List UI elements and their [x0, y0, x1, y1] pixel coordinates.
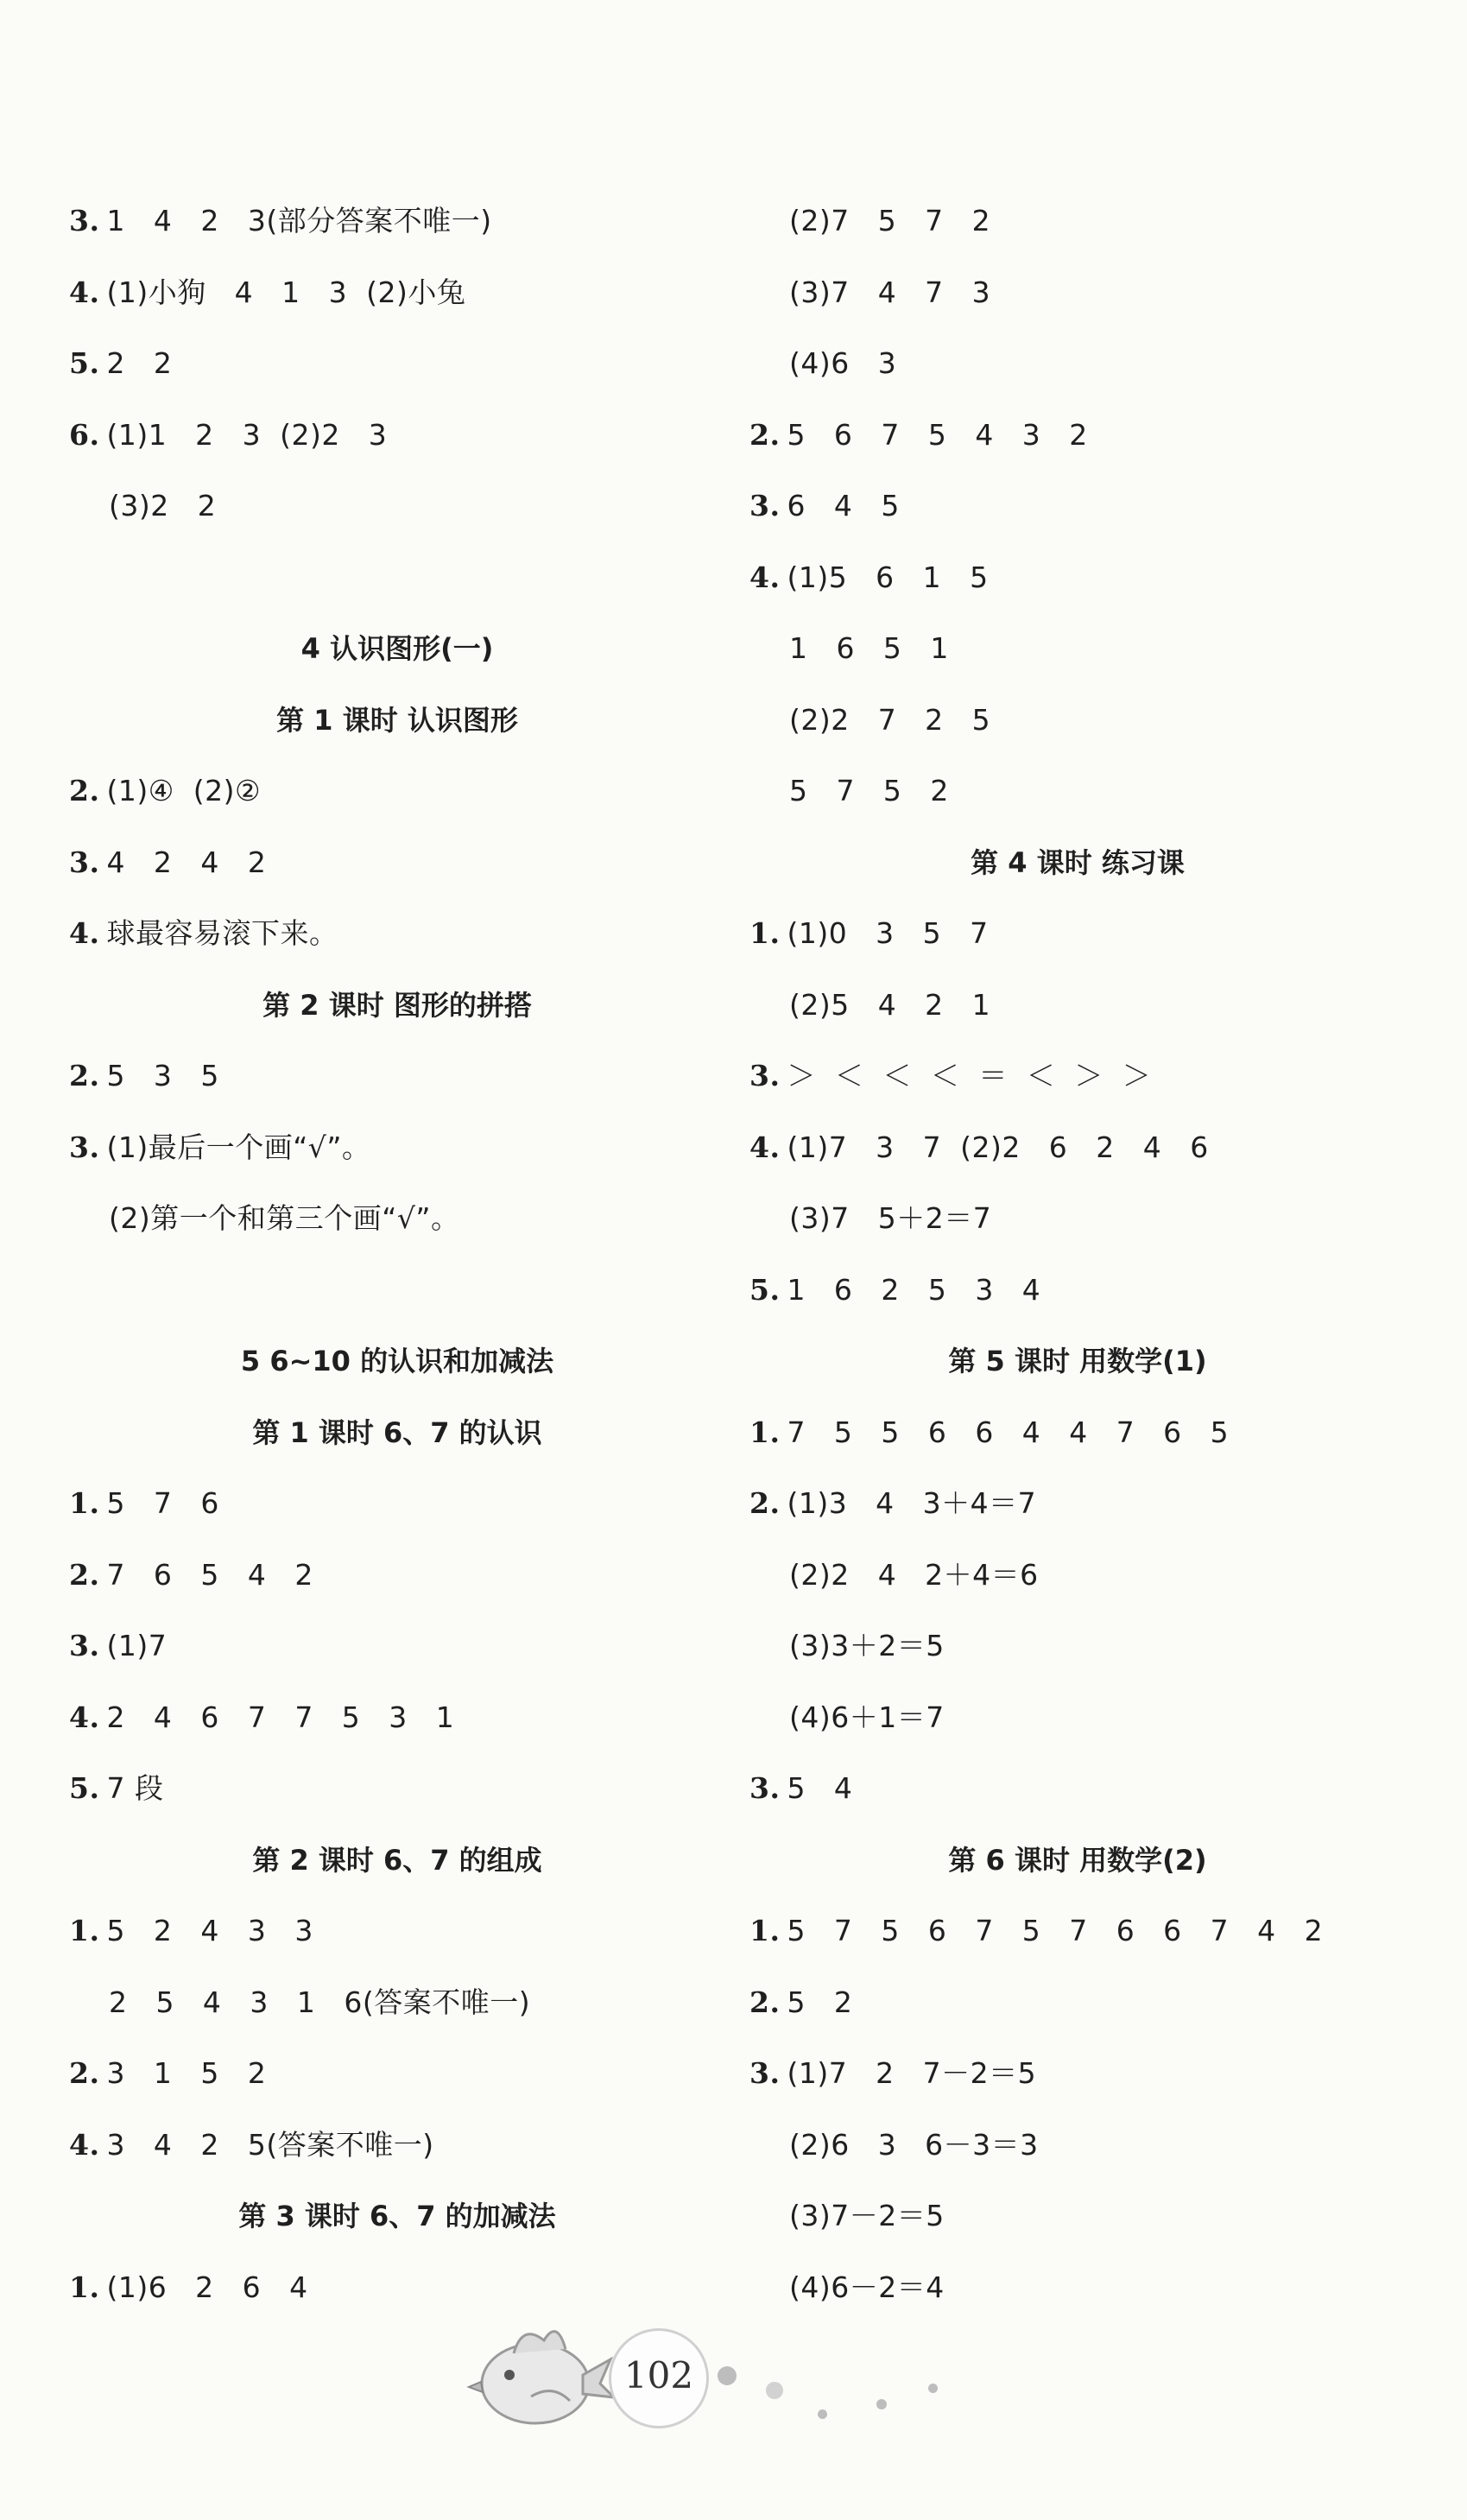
item-number: 2. — [69, 1059, 100, 1092]
answer-item — [69, 2252, 725, 2324]
item-answer: 2 4 6 7 7 5 3 1 — [106, 1700, 455, 1734]
page-number: 102 — [609, 2328, 709, 2428]
item-answer: (1)1 2 3 (2)2 3 — [106, 417, 388, 452]
answer-item — [749, 1041, 1406, 1112]
section-spacer — [69, 542, 725, 614]
answer-continuation: 1 6 5 1 — [789, 631, 949, 665]
item-answer: (1)最后一个画“√”。 — [106, 1130, 371, 1164]
answer-item — [69, 1112, 725, 1184]
item-number: 2. — [749, 417, 781, 452]
item-answer: 5 2 4 3 3 — [106, 1914, 313, 1947]
item-answer: 2 2 — [106, 346, 173, 380]
answer-item — [69, 1540, 725, 1611]
answer-item — [749, 1896, 1406, 1967]
section-heading: 第 2 课时 6、7 的组成 — [252, 1843, 542, 1877]
answer-item — [749, 1753, 1406, 1825]
section-heading: 第 1 课时 认识图形 — [276, 703, 518, 737]
item-answer: (1)0 3 5 7 — [787, 916, 989, 950]
answer-item — [749, 1468, 1406, 1540]
section-heading: 5 6~10 的认识和加减法 — [240, 1345, 554, 1377]
item-answer: 1 6 2 5 3 4 — [787, 1272, 1041, 1307]
answer-continuation: (3)7 5＋2＝7 — [789, 1201, 992, 1235]
item-answer: 5 6 7 5 4 3 2 — [787, 417, 1088, 452]
section-heading: 第 1 课时 6、7 的认识 — [252, 1415, 542, 1449]
answer-item — [749, 471, 1406, 542]
answer-item — [69, 400, 725, 472]
item-number: 6. — [69, 417, 100, 452]
answer-item — [69, 1468, 725, 1540]
answer-item — [69, 186, 725, 257]
item-number: 4. — [69, 916, 100, 950]
item-number: 3. — [69, 1629, 100, 1662]
item-answer: 3 4 2 5(答案不唯一) — [106, 2127, 434, 2162]
item-number: 3. — [749, 1059, 781, 1092]
answer-continuation: (4)6＋1＝7 — [789, 1700, 945, 1734]
answer-continuation: (2)7 5 7 2 — [789, 204, 991, 237]
item-answer: (1)7 3 7 (2)2 6 2 4 6 — [787, 1130, 1209, 1164]
item-answer: 1 4 2 3(部分答案不唯一) — [106, 204, 492, 237]
item-answer: 5 7 5 6 7 5 7 6 6 7 4 2 — [787, 1914, 1324, 1947]
item-number: 3. — [69, 845, 100, 879]
answer-item — [749, 2038, 1406, 2110]
item-number: 4. — [69, 2127, 100, 2162]
item-answer: 5 3 5 — [106, 1059, 219, 1092]
item-answer: 3 1 5 2 — [106, 2056, 267, 2090]
answer-item — [69, 827, 725, 899]
decorative-dot — [818, 2409, 827, 2419]
bird-icon — [462, 2314, 617, 2435]
item-number: 3. — [69, 204, 100, 237]
item-number: 2. — [69, 2056, 100, 2090]
item-number: 1. — [69, 1486, 100, 1520]
item-answer: (1)3 4 3＋4＝7 — [787, 1486, 1037, 1520]
answer-continuation: 2 5 4 3 1 6(答案不唯一) — [109, 1985, 531, 2019]
item-answer: ＞ ＜ ＜ ＜ ＝ ＜ ＞ ＞ — [787, 1059, 1152, 1092]
item-answer: (1)小狗 4 1 3 (2)小兔 — [106, 275, 466, 309]
left-column — [69, 186, 725, 2323]
item-number: 5. — [69, 346, 100, 380]
item-answer: (1)7 — [106, 1629, 168, 1662]
item-answer: 4 2 4 2 — [106, 845, 267, 879]
answer-item — [69, 1611, 725, 1682]
item-answer: 5 4 — [787, 1771, 853, 1805]
item-number: 4. — [749, 1130, 781, 1164]
answer-item — [69, 1753, 725, 1825]
item-answer: (1)6 2 6 4 — [106, 2270, 308, 2304]
answer-continuation: (2)5 4 2 1 — [789, 987, 991, 1022]
section-heading: 4 认识图形(一) — [300, 632, 494, 665]
item-number: 2. — [749, 1486, 781, 1520]
section-heading: 第 5 课时 用数学(1) — [948, 1345, 1207, 1377]
section-heading: 第 4 课时 练习课 — [971, 845, 1185, 879]
item-answer: (1)④ (2)② — [106, 774, 262, 807]
answer-item — [749, 1255, 1406, 1326]
item-number: 1. — [749, 1914, 781, 1947]
item-number: 1. — [749, 916, 781, 950]
item-answer: 5 2 — [787, 1985, 853, 2019]
answer-continuation: (2)6 3 6－3＝3 — [789, 2127, 1039, 2162]
answer-item — [69, 898, 725, 970]
answer-item — [69, 2110, 725, 2181]
answer-continuation: (4)6 3 — [789, 346, 897, 380]
answer-item — [69, 1682, 725, 1754]
item-number: 1. — [69, 1914, 100, 1947]
answer-item — [69, 756, 725, 827]
answer-continuation: (2)第一个和第三个画“√”。 — [109, 1201, 460, 1235]
item-number: 2. — [69, 1557, 100, 1592]
answer-item — [749, 1967, 1406, 2039]
item-answer: (1)7 2 7－2＝5 — [787, 2056, 1037, 2090]
item-number: 4. — [69, 275, 100, 309]
answer-continuation: (3)2 2 — [109, 489, 217, 522]
item-answer: (1)5 6 1 5 — [787, 560, 989, 594]
item-number: 3. — [749, 489, 781, 522]
item-answer: 5 7 6 — [106, 1486, 219, 1520]
section-heading: 第 2 课时 图形的拼搭 — [262, 988, 532, 1022]
item-number: 2. — [69, 774, 100, 807]
section-heading: 第 3 课时 6、7 的加减法 — [238, 2200, 556, 2232]
item-number: 1. — [749, 1415, 781, 1449]
item-number: 3. — [749, 1771, 781, 1805]
section-spacer — [69, 1255, 725, 1326]
answer-continuation: (3)7－2＝5 — [789, 2199, 945, 2232]
answer-item — [749, 542, 1406, 614]
answer-continuation: (3)3＋2＝5 — [789, 1629, 945, 1662]
item-answer: 6 4 5 — [787, 489, 900, 522]
item-number: 5. — [749, 1272, 781, 1307]
answer-item — [69, 2038, 725, 2110]
answer-item — [749, 1112, 1406, 1184]
right-column — [749, 186, 1406, 2323]
decorative-dot — [766, 2382, 783, 2399]
answer-item — [749, 898, 1406, 970]
answer-item — [69, 1041, 725, 1112]
answer-continuation: (3)7 4 7 3 — [789, 275, 991, 309]
answer-continuation: (2)2 7 2 5 — [789, 702, 991, 737]
decorative-dot — [876, 2399, 887, 2409]
item-number: 2. — [749, 1985, 781, 2019]
item-number: 4. — [749, 560, 781, 594]
answer-item — [749, 1397, 1406, 1469]
item-answer: 7 6 5 4 2 — [106, 1557, 313, 1592]
answer-item — [69, 1896, 725, 1967]
item-answer: 7 段 — [106, 1771, 164, 1805]
answer-item — [69, 257, 725, 329]
item-number: 5. — [69, 1771, 100, 1805]
decorative-dot — [718, 2366, 737, 2385]
answer-item — [749, 400, 1406, 472]
item-number: 1. — [69, 2270, 100, 2304]
item-number: 3. — [749, 2056, 781, 2090]
answer-item — [69, 328, 725, 400]
item-answer: 球最容易滚下来。 — [106, 916, 338, 950]
page-footer — [462, 2314, 980, 2435]
answer-continuation: 5 7 5 2 — [789, 774, 949, 807]
decorative-dot — [928, 2384, 938, 2393]
answer-continuation: (4)6－2＝4 — [789, 2270, 945, 2304]
item-answer: 7 5 5 6 6 4 4 7 6 5 — [787, 1415, 1230, 1449]
item-number: 3. — [69, 1130, 100, 1164]
answer-continuation: (2)2 4 2＋4＝6 — [789, 1557, 1039, 1592]
section-heading: 第 6 课时 用数学(2) — [948, 1843, 1207, 1877]
item-number: 4. — [69, 1700, 100, 1734]
